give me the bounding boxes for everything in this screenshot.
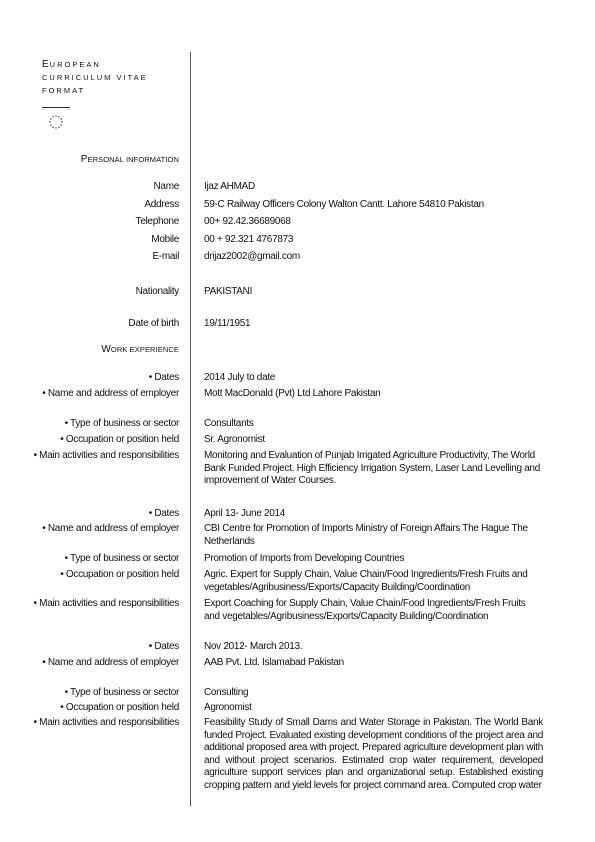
entry-2-activities: Export Coaching for Supply Chain, Value Chain/Food Ingredients/Fresh Fruits and vegetables/Agribusiness/Exports/Capacity Building/Coordination (204, 598, 526, 622)
entry-3-dates: Nov 2012- March 2013. (204, 641, 303, 652)
title-line-2: CURRICULUM VITAE (42, 73, 148, 82)
column-divider (190, 52, 191, 806)
mobile-label: Mobile (151, 234, 179, 245)
email-value: drijaz2002@gmail.com (204, 251, 300, 262)
telephone-label: Telephone (135, 216, 179, 227)
entry-3-business-label: • Type of business or sector (64, 687, 179, 698)
entry-2-employer: CBI Centre for Promotion of Imports Ministry of Foreign Affairs The Hague The Netherlands (204, 523, 528, 547)
entry-2-occupation: Agric. Expert for Supply Chain, Value Chain/Food Ingredients/Fresh Fruits and vegetables/Agribusiness/Exports/Capacity Building/Coordination (204, 569, 528, 593)
address-value: 59-C Railway Officers Colony Walton Cantt. Lahore 54810 Pakistan (204, 199, 484, 210)
entry-2-dates-label: • Dates (148, 508, 179, 519)
entry-3-employer: AAB Pvt. Ltd. Islamabad Pakistan (204, 657, 344, 668)
entry-1-occupation: Sr. Agronomist (204, 434, 265, 445)
entry-1-activities-label: • Main activities and responsibilities (33, 450, 179, 461)
title-line-1: UROPEAN (49, 60, 101, 69)
entry-3-activities: Feasibility Study of Small Dams and Water Storage in Pakistan. The World Bank funded Project. Evaluated existing development conditions of the project area and additional proposed area with project. Prepared agriculture development plan with and without project scenarios. Estimated crop water requirement, developed agriculture support services plan and organizational setup. Established existing cropping pattern and yield levels for project command area. Computed crop water (204, 717, 543, 791)
title-line-3: FORMAT (42, 86, 86, 95)
entry-1-employer: Mott MacDonald (Pvt) Ltd Lahore Pakistan (204, 388, 381, 399)
entry-2-business: Promotion of Imports from Developing Countries (204, 553, 405, 564)
logo-divider (42, 107, 70, 108)
entry-2-business-label: • Type of business or sector (64, 553, 179, 564)
entry-3-dates-label: • Dates (148, 641, 179, 652)
date-of-birth-value: 19/11/1951 (204, 318, 251, 329)
name-label: Name (153, 181, 179, 192)
entry-3-occupation: Agronomist (204, 702, 252, 713)
telephone-value: 00+ 92.42.36689068 (204, 216, 291, 227)
entry-1-occupation-label: • Occupation or position held (60, 434, 179, 445)
entry-1-dates: 2014 July to date (204, 372, 276, 383)
mobile-value: 00 + 92.321 4767873 (204, 234, 294, 245)
entry-2-occupation-label: • Occupation or position held (60, 569, 179, 580)
date-of-birth-label: Date of birth (128, 318, 179, 329)
entry-2-activities-label: • Main activities and responsibilities (33, 598, 179, 609)
entry-1-activities: Monitoring and Evaluation of Punjab Irrigated Agriculture Productivity, The World Bank Funded Project. High Efficiency Irrigation System, Laser Land Levelling and improvement of Water Courses. (204, 450, 541, 486)
entry-3-employer-label: • Name and address of employer (42, 657, 179, 668)
entry-3-occupation-label: • Occupation or position held (60, 702, 179, 713)
entry-1-employer-label: • Name and address of employer (42, 388, 179, 399)
nationality-label: Nationality (135, 286, 179, 297)
entry-1-dates-label: • Dates (148, 372, 179, 383)
entry-2-employer-label: • Name and address of employer (42, 523, 179, 534)
entry-1-business: Consultants (204, 418, 254, 429)
work-experience-heading: WORK EXPERIENCE (101, 344, 179, 355)
cv-format-title (42, 58, 148, 97)
eu-stars-icon (48, 114, 64, 130)
name-value: Ijaz AHMAD (204, 181, 255, 192)
entry-2-dates: April 13- June 2014 (204, 508, 286, 519)
entry-3-activities-label: • Main activities and responsibilities (33, 717, 179, 728)
email-label: E-mail (152, 251, 179, 262)
entry-3-business: Consulting (204, 687, 249, 698)
address-label: Address (144, 199, 179, 210)
nationality-value: PAKISTANI (204, 286, 253, 297)
entry-1-business-label: • Type of business or sector (64, 418, 179, 429)
personal-information-heading: PERSONAL INFORMATION (80, 154, 179, 165)
title-initial: E (42, 59, 50, 70)
